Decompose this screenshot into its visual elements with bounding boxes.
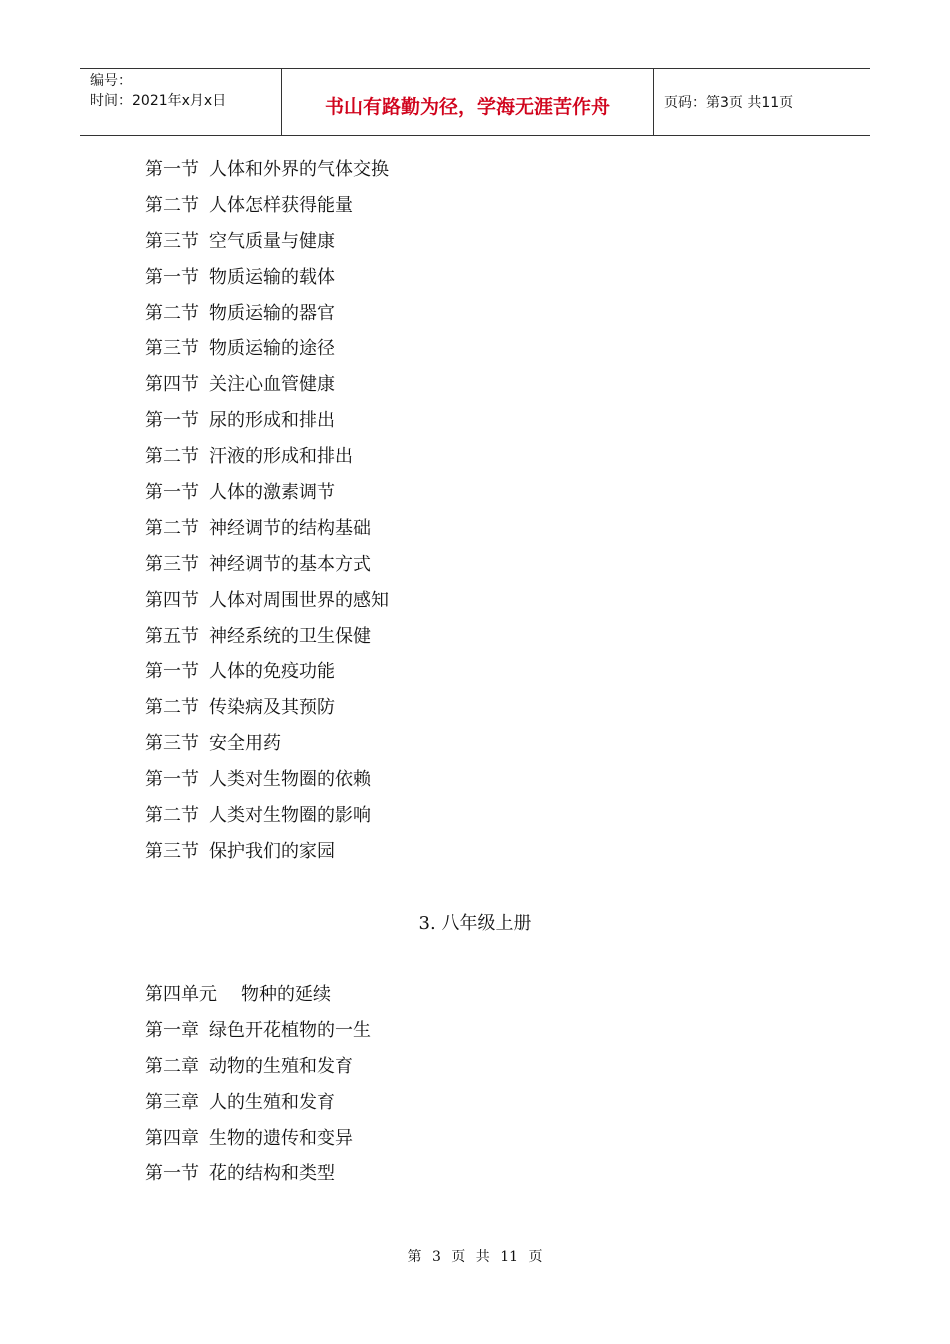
section-title: 物质运输的器官 xyxy=(209,302,335,324)
list-item xyxy=(145,367,389,403)
section-title: 神经调节的结构基础 xyxy=(209,517,371,539)
unit-number: 第四单元 xyxy=(145,984,217,1005)
chapter-number: 第二章 xyxy=(145,1055,199,1077)
list-item xyxy=(145,583,389,619)
section-title: 人类对生物圈的依赖 xyxy=(209,769,371,791)
section-number: 第三节 xyxy=(145,553,199,575)
list-item xyxy=(145,1013,371,1049)
section-title: 人类对生物圈的影响 xyxy=(209,805,371,827)
list-item xyxy=(145,798,389,834)
number-label: 编号： xyxy=(90,73,132,89)
section-title: 传染病及其预防 xyxy=(209,697,335,719)
section-number: 第一节 xyxy=(145,159,199,180)
chapter-title: 绿色开花植物的一生 xyxy=(209,1019,371,1041)
unit-line xyxy=(145,977,371,1013)
list-item xyxy=(145,1085,371,1121)
section-title: 人体的免疫功能 xyxy=(209,661,335,683)
list-item xyxy=(145,511,389,547)
list-item xyxy=(145,331,389,367)
list-item xyxy=(145,403,389,439)
time-label: 时间：2021年x月x日 xyxy=(90,93,227,109)
chapter-title: 花的结构和类型 xyxy=(209,1163,335,1185)
section-list xyxy=(145,152,389,870)
section-title: 汗液的形成和排出 xyxy=(209,446,353,468)
list-item xyxy=(145,152,389,188)
chapter-title: 人的生殖和发育 xyxy=(209,1091,335,1113)
list-item xyxy=(145,690,389,726)
list-item xyxy=(145,1121,371,1157)
unit-title: 物种的延续 xyxy=(241,984,331,1005)
list-item xyxy=(145,475,389,511)
section-title: 物质运输的载体 xyxy=(209,266,335,288)
section-number: 第一节 xyxy=(145,769,199,791)
section-title: 安全用药 xyxy=(209,733,281,755)
list-item xyxy=(145,619,389,655)
section-number: 第二节 xyxy=(145,517,199,539)
list-item xyxy=(145,726,389,762)
section-number: 第二节 xyxy=(145,446,199,468)
list-item xyxy=(145,762,389,798)
section-number: 第四节 xyxy=(145,374,199,396)
section-title: 人体和外界的气体交换 xyxy=(209,159,389,180)
list-item xyxy=(145,224,389,260)
section-number: 第一节 xyxy=(145,410,199,432)
section-title: 关注心血管健康 xyxy=(209,374,335,396)
section-number: 第二节 xyxy=(145,697,199,719)
list-item xyxy=(145,1156,371,1192)
section-number: 第一节 xyxy=(145,482,199,504)
list-item xyxy=(145,654,389,690)
list-item xyxy=(145,188,389,224)
header-page-info: 页码：第3页 共11页 xyxy=(664,95,794,111)
chapter-number: 第一节 xyxy=(145,1163,199,1185)
chapter-number: 第三章 xyxy=(145,1091,199,1113)
grade-heading: 3. 八年级上册 xyxy=(418,913,532,934)
page-header xyxy=(80,68,870,136)
section-number: 第四节 xyxy=(145,589,199,611)
header-meta xyxy=(80,69,282,135)
chapter-title: 生物的遗传和变异 xyxy=(209,1127,353,1149)
list-item xyxy=(145,260,389,296)
section-number: 第三节 xyxy=(145,338,199,360)
section-number: 第二节 xyxy=(145,805,199,827)
section-number: 第二节 xyxy=(145,194,199,216)
section-title: 人体怎样获得能量 xyxy=(209,194,353,216)
chapter-list xyxy=(145,977,371,1192)
section-title: 物质运输的途径 xyxy=(209,338,335,360)
list-item xyxy=(145,834,389,870)
section-number: 第五节 xyxy=(145,625,199,647)
chapter-title: 动物的生殖和发育 xyxy=(209,1055,353,1077)
section-number: 第二节 xyxy=(145,302,199,324)
section-title: 尿的形成和排出 xyxy=(209,410,335,432)
section-title: 保护我们的家园 xyxy=(209,840,335,862)
section-title: 人体的激素调节 xyxy=(209,482,335,504)
header-motto: 书山有路勤为径，学海无涯苦作舟 xyxy=(282,69,654,135)
list-item xyxy=(145,296,389,332)
list-item xyxy=(145,547,389,583)
chapter-number: 第四章 xyxy=(145,1127,199,1149)
section-title: 神经调节的基本方式 xyxy=(209,553,371,575)
section-number: 第一节 xyxy=(145,661,199,683)
section-number: 第三节 xyxy=(145,840,199,862)
section-title: 人体对周围世界的感知 xyxy=(209,589,389,611)
section-number: 第三节 xyxy=(145,230,199,252)
section-number: 第三节 xyxy=(145,733,199,755)
list-item xyxy=(145,439,389,475)
section-title: 空气质量与健康 xyxy=(209,230,335,252)
section-title: 神经系统的卫生保健 xyxy=(209,625,371,647)
section-number: 第一节 xyxy=(145,266,199,288)
list-item xyxy=(145,1049,371,1085)
page-footer: 第 3 页 共 11 页 xyxy=(407,1249,543,1265)
chapter-number: 第一章 xyxy=(145,1019,199,1041)
